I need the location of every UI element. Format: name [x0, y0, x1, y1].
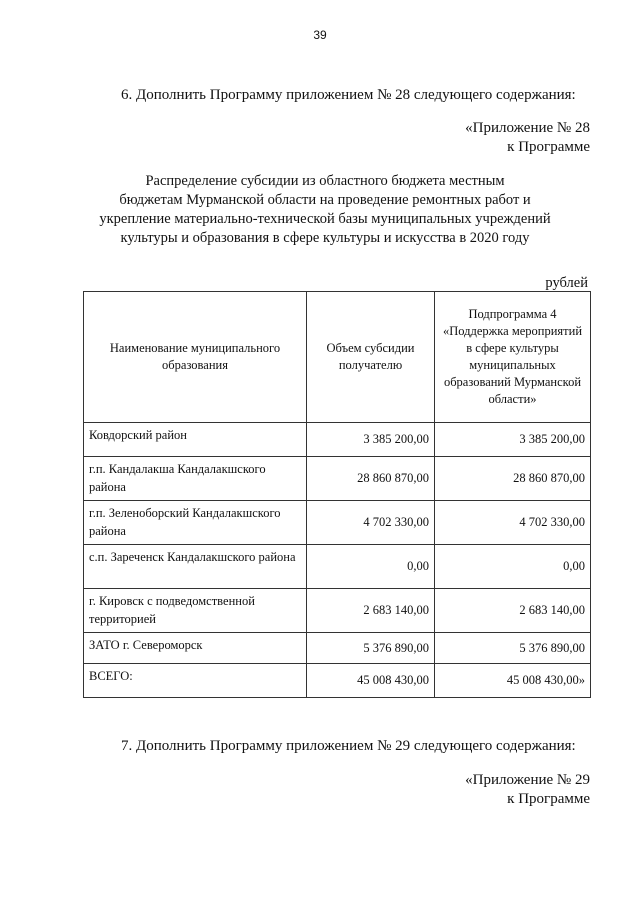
item-7-text: 7. Дополнить Программу приложением № 29 следующего содержания:: [121, 738, 576, 754]
row-subprogram: 0,00: [435, 545, 591, 589]
appendix-29-label: «Приложение № 29: [465, 772, 590, 788]
row-name: г.п. Зеленоборский Кандалакшского района: [84, 501, 307, 545]
table-row: [84, 423, 591, 457]
table-row: [84, 457, 591, 501]
row-name: г. Кировск с подведомственной территорией: [84, 589, 307, 633]
appendix-29-program: к Программе: [507, 791, 590, 807]
row-amount: 2 683 140,00: [307, 589, 435, 633]
row-subprogram: 28 860 870,00: [435, 457, 591, 501]
row-name: ЗАТО г. Североморск: [84, 633, 307, 664]
row-amount: 28 860 870,00: [307, 457, 435, 501]
row-amount: 3 385 200,00: [307, 423, 435, 457]
table-row: [84, 501, 591, 545]
row-amount: 4 702 330,00: [307, 501, 435, 545]
title-line-3: укрепление материально-технической базы муниципальных учреждений: [99, 211, 551, 227]
title-line-1: Распределение субсидии из областного бюджета местным: [145, 173, 505, 189]
table-row: [84, 545, 591, 589]
total-amount: 45 008 430,00: [307, 664, 435, 698]
title-line-4: культуры и образования в сфере культуры и искусства в 2020 году: [120, 230, 530, 246]
row-subprogram: 4 702 330,00: [435, 501, 591, 545]
subsidy-table: [83, 291, 591, 698]
row-name: Ковдорский район: [84, 423, 307, 457]
table-row: [84, 589, 591, 633]
header-subsidy-amount: Объем субсидии получателю: [307, 292, 435, 423]
page-number: 39: [313, 28, 327, 42]
row-name: с.п. Зареченск Кандалакшского района: [84, 545, 307, 589]
table-header-row: [84, 292, 591, 423]
row-name: г.п. Кандалакша Кандалакшского района: [84, 457, 307, 501]
table-row: [84, 633, 591, 664]
header-municipality: Наименование муниципального образования: [84, 292, 307, 423]
row-amount: 5 376 890,00: [307, 633, 435, 664]
units-label: рублей: [545, 275, 588, 291]
row-subprogram: 2 683 140,00: [435, 589, 591, 633]
item-6-text: 6. Дополнить Программу приложением № 28 следующего содержания:: [121, 87, 576, 103]
document-title: [80, 172, 570, 248]
total-subprogram: 45 008 430,00»: [435, 664, 591, 698]
header-subprogram: Подпрограмма 4 «Поддержка мероприятий в сфере культуры муниципальных образований Мурманской области»: [435, 292, 591, 423]
appendix-28-label: «Приложение № 28: [465, 120, 590, 136]
row-amount: 0,00: [307, 545, 435, 589]
total-label: ВСЕГО:: [84, 664, 307, 698]
table-total-row: [84, 664, 591, 698]
row-subprogram: 3 385 200,00: [435, 423, 591, 457]
title-line-2: бюджетам Мурманской области на проведение ремонтных работ и: [119, 192, 531, 208]
appendix-28-program: к Программе: [507, 139, 590, 155]
row-subprogram: 5 376 890,00: [435, 633, 591, 664]
